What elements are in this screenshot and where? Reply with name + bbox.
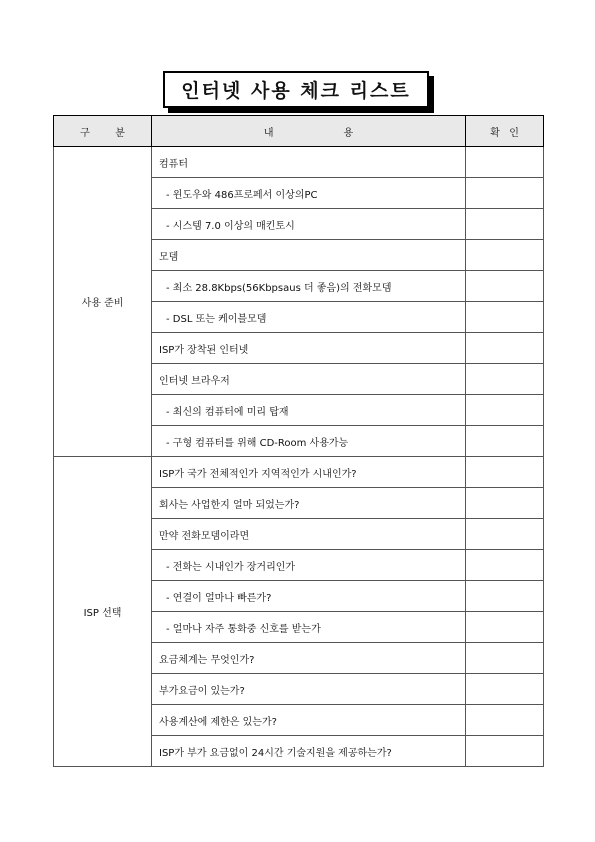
checklist-table	[53, 115, 544, 767]
check-cell[interactable]	[466, 581, 544, 612]
content-cell: 만약 전화모뎀이라면	[152, 519, 466, 550]
checklist-body	[54, 147, 544, 767]
content-cell: - DSL 또는 케이블모뎀	[152, 302, 466, 333]
content-cell: - 윈도우와 486프로페서 이상의PC	[152, 178, 466, 209]
content-cell: 사용계산에 제한은 있는가?	[152, 705, 466, 736]
content-cell: ISP가 장착된 인터넷	[152, 333, 466, 364]
check-cell[interactable]	[466, 488, 544, 519]
check-cell[interactable]	[466, 519, 544, 550]
check-cell[interactable]	[466, 736, 544, 767]
check-cell[interactable]	[466, 395, 544, 426]
content-cell: 모뎀	[152, 240, 466, 271]
check-cell[interactable]	[466, 457, 544, 488]
check-cell[interactable]	[466, 271, 544, 302]
check-cell[interactable]	[466, 302, 544, 333]
check-cell[interactable]	[466, 240, 544, 271]
check-cell[interactable]	[466, 426, 544, 457]
content-cell: ISP가 부가 요금없이 24시간 기술지원을 제공하는가?	[152, 736, 466, 767]
content-cell: 회사는 사업한지 얼마 되었는가?	[152, 488, 466, 519]
check-cell[interactable]	[466, 674, 544, 705]
check-cell[interactable]	[466, 147, 544, 178]
header-check: 확 인	[466, 116, 544, 147]
header-content: 내 용	[152, 116, 466, 147]
content-cell: - 구형 컴퓨터를 위해 CD-Room 사용가능	[152, 426, 466, 457]
check-cell[interactable]	[466, 550, 544, 581]
content-cell: - 최신의 컴퓨터에 미리 탑재	[152, 395, 466, 426]
header-category: 구 분	[54, 116, 152, 147]
table-row	[54, 147, 544, 178]
content-cell: 요금체계는 무엇인가?	[152, 643, 466, 674]
category-cell: 사용 준비	[54, 147, 152, 457]
table-row	[54, 457, 544, 488]
content-cell: 부가요금이 있는가?	[152, 674, 466, 705]
content-cell: - 시스템 7.0 이상의 매킨토시	[152, 209, 466, 240]
header-row	[54, 116, 544, 147]
check-cell[interactable]	[466, 643, 544, 674]
check-cell[interactable]	[466, 364, 544, 395]
page-title: 인터넷 사용 체크 리스트	[163, 71, 429, 108]
content-cell: - 연결이 얼마나 빠른가?	[152, 581, 466, 612]
category-cell: ISP 선택	[54, 457, 152, 767]
check-cell[interactable]	[466, 178, 544, 209]
content-cell: - 전화는 시내인가 장거리인가	[152, 550, 466, 581]
check-cell[interactable]	[466, 333, 544, 364]
content-cell: 컴퓨터	[152, 147, 466, 178]
check-cell[interactable]	[466, 209, 544, 240]
check-cell[interactable]	[466, 612, 544, 643]
check-cell[interactable]	[466, 705, 544, 736]
content-cell: ISP가 국가 전체적인가 지역적인가 시내인가?	[152, 457, 466, 488]
title-block	[163, 71, 429, 108]
content-cell: - 얼마나 자주 통화중 신호를 받는가	[152, 612, 466, 643]
content-cell: 인터넷 브라우저	[152, 364, 466, 395]
content-cell: - 최소 28.8Kbps(56Kbpsaus 더 좋음)의 전화모뎀	[152, 271, 466, 302]
